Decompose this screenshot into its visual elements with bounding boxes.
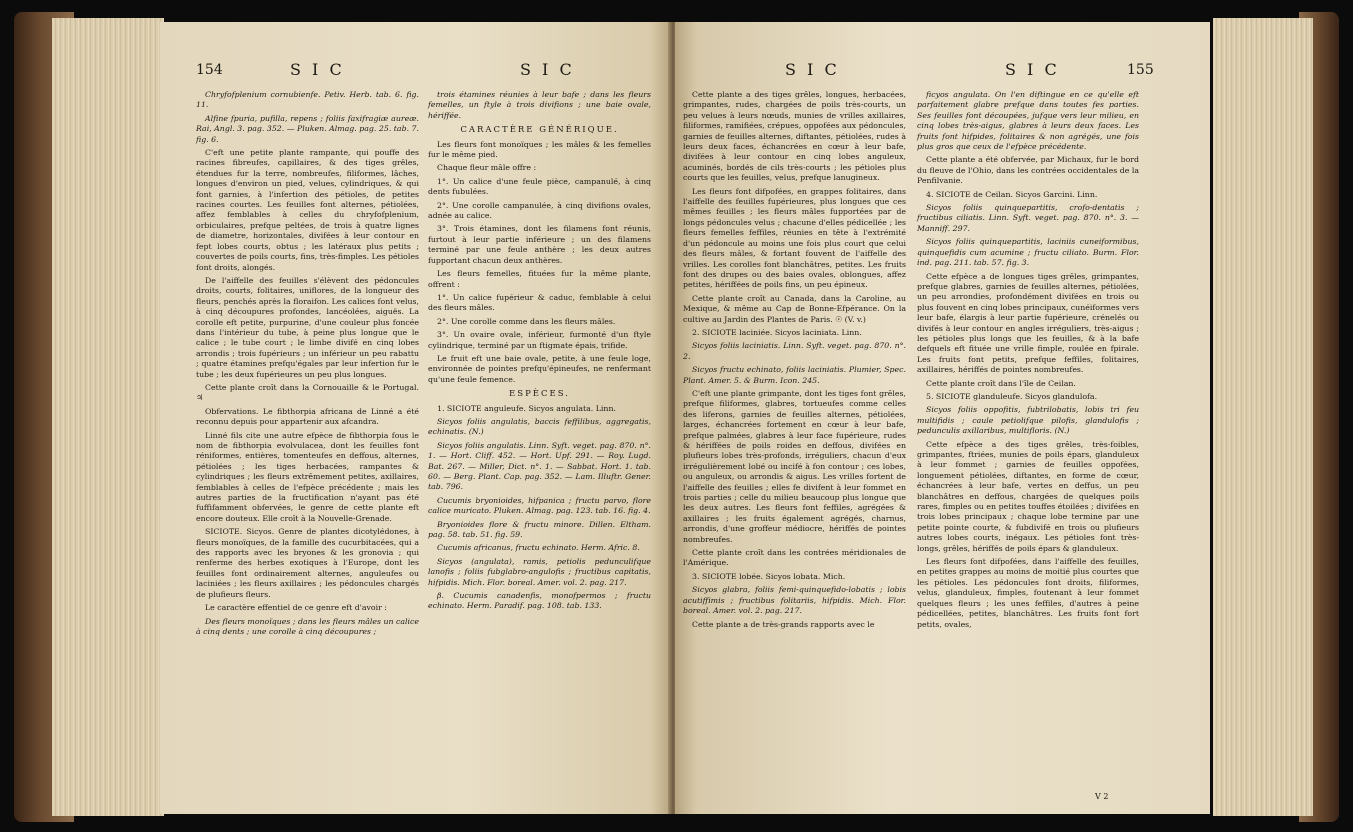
paragraph: Le fruit eft une baie ovale, petite, à une feule loge, environnée de pointes prefqu'épineufes, ne renfermant qu'une feule femence. bbox=[428, 353, 651, 384]
paragraph: 1°. Un calice d'une feule pièce, campanulé, à cinq dents fubulées. bbox=[428, 176, 651, 197]
paragraph: SICIOTE. Sicyos. Genre de plantes dicotylédones, à fleurs monoïques, de la famille des cucurbitacées, qui a des rapports avec les bryones & les gronovia ; qui renferme des herbes exotiques à l'Europe, dont les feuilles font ordinairement alternes, anguleufes ou laciniées ; les fleurs axillaires ; les pédoncules chargés de plufieurs fleurs. bbox=[196, 527, 419, 599]
paragraph: 3°. Trois étamines, dont les filamens font réunis, furtout à leur partie inférieure ; un des filamens terminé par une feule anthère ; les deux autres fupportant chacun deux anthères. bbox=[428, 224, 651, 265]
paragraph: Obfervations. Le fibthorpia africana de Linné a été reconnu depuis pour appartenir aux afcandra. bbox=[196, 406, 419, 427]
paragraph: Linné fils cite une autre efpèce de fibthorpia fous le nom de fibthorpia evolvulacea, dont les feuilles font réniformes, entières, tomenteufes en deffous, alternes, pétiolées ; les tiges herbacées, rampantes & cylindriques ; les fleurs extrêmement petites, axillaires, femblables à celles de l'efpèce précédente ; mais les autres parties de la fructification n'ayant pas été fuffifamment obfervées, le genre de cette plante eft encore douteux. Elle croît à la Nouvelle-Grenade. bbox=[196, 430, 419, 523]
paragraph: Cucumis africanus, fructu echinato. Herm. Afric. 8. bbox=[437, 543, 640, 553]
page-edges-left bbox=[52, 18, 164, 816]
signature-mark: V 2 bbox=[1095, 792, 1109, 801]
paragraph: Cette plante a des tiges grêles, longues, herbacées, grimpantes, rudes, chargées de poils très-courts, un peu velues à leurs nœuds, munies de vrilles axillaires, filiformes, ramifiées, crépues, oppofées aux pédoncules, garnies de feuilles alternes, diftantes, pétiolées, rudes à leurs deux faces, échancrées en cœur à leur bafe, divifées à leur contour en cinq lobes anguleux, acuminés, bordés de cils très-courts ; les pétioles plus courts que les feuilles, velus, prefque lanugineux. bbox=[683, 90, 906, 183]
paragraph: Sicyos foliis angulatis, baccis feffilibus, aggregatis, echinatis. (N.) bbox=[428, 416, 651, 437]
paragraph: Les fleurs femelles, fituées fur la même plante, offrent : bbox=[428, 269, 651, 289]
paragraph: Sicyos foliis laciniatis. Linn. Syft. veget. pag. 870. n°. 2. bbox=[683, 341, 906, 361]
text-column bbox=[196, 90, 419, 640]
paragraph: Des fleurs monoïques ; dans les fleurs mâles un calice à cinq dents ; une corolle à cinq découpures ; bbox=[196, 616, 419, 636]
page-number: 155 bbox=[1127, 62, 1154, 78]
page-number: 154 bbox=[196, 62, 223, 78]
paragraph: Cette plante a été obfervée, par Michaux, fur le bord du fleuve de l'Ohio, dans les contrées occidentales de la Penfilvanie. bbox=[917, 155, 1139, 186]
paragraph: 3. SICIOTE lobée. Sicyos lobata. Mich. bbox=[692, 571, 846, 581]
paragraph: 4. SICIOTE de Ceilan. Sicyos Garcini. Linn. bbox=[926, 189, 1098, 199]
paragraph: Sicyos fructu echinato, foliis laciniatis. Plumier, Spec. Plant. Amer. 5. & Burm. Icon. 245. bbox=[683, 365, 906, 385]
paragraph: Cucumis bryonioides, hifpanica ; fructu parvo, flore calice muricato. Pluken. Almag. pag. 123. tab. 16. fig. 4. bbox=[428, 495, 651, 516]
right-page bbox=[675, 22, 1210, 814]
page-edges-right bbox=[1213, 18, 1313, 816]
text-column bbox=[683, 90, 906, 633]
paragraph: Bryonioides flore & fructu minore. Dillen. Eltham. pag. 58. tab. 51. fig. 59. bbox=[428, 519, 651, 540]
paragraph: Sicyos foliis quinquepartitis, laciniis cuneiformibus, quinquefidis cum acumine ; fructu ciliato. Burm. Flor. ind. pag. 211. tab. 57. fig. 3. bbox=[917, 237, 1139, 268]
paragraph: Sicyos (angulata), ramis, petiolis pedunculifque lanofis ; foliis fubglabro-angulofis ; fructibus capitatis, hifpidis. Mich. Flor. boreal. Amer. vol. 2. pag. 217. bbox=[428, 556, 651, 587]
paragraph: Les fleurs font difpofées, en grappes folitaires, dans l'aiffelle des feuilles fupérieures, plus longues que ces mêmes feuilles ; les fleurs mâles fupportées par de longs pédoncules velus ; chacune d'elles pédicellée ; les fleurs femelles feffiles, réunies en tête à l'extrémité d'un pédoncule au moins une fois plus court que celui des fleurs mâles, & fortant fouvent de l'aiffelle des vrilles. Les corolles font blanchâtres, petites. Les fruits font des drupes ou des baies ovales, oblongues, affez petites, hériffées de poils fins, un peu épineux. bbox=[683, 186, 906, 290]
paragraph: 2°. Une corolle comme dans les fleurs mâles. bbox=[437, 316, 616, 326]
paragraph: Cette plante croît dans l'île de Ceilan. bbox=[926, 378, 1076, 388]
paragraph: Sicyos foliis angulatis. Linn. Syft. veget. pag. 870. n°. 1. — Hort. Cliff. 452. — Hort. Upf. 291. — Roy. Lugd. Bat. 267. — Miller, Dict. n°. 1. — Sabbat. Hort. 1. tab. 60. — Berg. Plant. Cap. pag. 352. — Lam. Illuftr. Gener. tab. 796. bbox=[428, 440, 651, 492]
paragraph: De l'aiffelle des feuilles s'élèvent des pédoncules droits, courts, folitaires, uniflores, de la longueur des fleurs, penchés après la floraifon. Les calices font velus, à cinq découpures profondes, lancéolées, aiguës. La corolle eft petite, purpurine, d'une couleur plus foncée dans l'intérieur du tube, à peine plus longue que le calice ; le tube court ; le limbe divifé en cinq lobes arrondis ; trois fupérieurs ; un inférieur un peu rabattu ; quatre étamines prefqu'égales par leur infertion fur le tube ; les deux fupérieures un peu plus longues. bbox=[196, 275, 419, 379]
paragraph: Cette efpèce a des tiges grêles, très-foibles, grimpantes, ftriées, munies de poils épars, glanduleux à leur fommet ; garnies de feuilles oppofées, longuement pétiolées, diftantes, en forme de cœur, échancrées à leur bafe, vertes en deffus, un peu blanchâtres en deffous, chargées de quelques poils rares, fimples ou en petites touffes étoilées ; divifées en trois lobes principaux ; chaque lobe termine par une petite pointe courte, & fubdivifé en trois ou plufieurs autres lobes courts, inégaux. Les pétioles font très-longs, grêles, hériffés de poils épars & glanduleux. bbox=[917, 439, 1139, 553]
left-page bbox=[160, 22, 671, 814]
paragraph: 2. SICIOTE laciniée. Sicyos laciniata. Linn. bbox=[692, 327, 862, 337]
paragraph: Chaque fleur mâle offre : bbox=[437, 163, 537, 173]
paragraph: Cette plante croît dans la Cornouaille & le Portugal. ♃ bbox=[196, 382, 419, 403]
paragraph: 1. SICIOTE anguleufe. Sicyos angulata. Linn. bbox=[437, 403, 616, 413]
paragraph: Cette plante a de très-grands rapports avec le bbox=[692, 619, 875, 629]
running-head: S I C bbox=[290, 60, 345, 79]
running-head: S I C bbox=[520, 60, 575, 79]
paragraph: Les fleurs font monoïques ; les mâles & les femelles fur le même pied. bbox=[428, 139, 651, 160]
paragraph: β. Cucumis canadenfis, monofpermos ; fructu echinato. Herm. Paradif. pag. 108. tab. 133. bbox=[428, 591, 651, 611]
paragraph: 5. SICIOTE glanduleufe. Sicyos glandulofa. bbox=[926, 391, 1098, 401]
paragraph: Sicyos foliis oppofitis, fubtrilobatis, lobis tri feu multifidis ; caule petiolifque pilofis, glandulofis ; pedunculis axillaribus, multifloris. (N.) bbox=[917, 405, 1139, 436]
running-head: S I C bbox=[1005, 60, 1060, 79]
paragraph: C'eft une petite plante rampante, qui pouffe des racines fibreufes, capillaires, & des tiges grêles, étendues fur la terre, nombreufes, filiformes, lâches, longues d'environ un pied, velues, cylindriques, & qui font garnies, à l'infertion des pétioles, de petites racines courtes. Les feuilles font alternes, pétiolées, affez femblables à celles du chryfofplenium, orbiculaires, prefque peltées, de trois à quatre lignes de diametre, horizontales, divifées à leur contour en fept lobes courts, obtus ; les latéraux plus petits ; couvertes de poils courts, fins, très-fimples. Les pétioles font droits, alongés. bbox=[196, 148, 419, 272]
paragraph: Cette plante croît au Canada, dans la Caroline, au Mexique, & même au Cap de Bonne-Efpérance. On la cultive au Jardin des Plantes de Paris. ☉ (V. v.) bbox=[683, 293, 906, 324]
section-heading: CARACTÈRE GÉNÉRIQUE. bbox=[460, 125, 619, 136]
running-head: S I C bbox=[785, 60, 840, 79]
text-column bbox=[917, 90, 1139, 633]
text-column bbox=[428, 90, 651, 615]
section-heading: ESPÈCES. bbox=[509, 389, 570, 400]
paragraph: 1°. Un calice fupérieur & caduc, femblable à celui des fleurs mâles. bbox=[428, 292, 651, 313]
paragraph: Alfine fpuria, pufilla, repens ; foliis faxifragiæ aureæ. Rai, Angl. 3. pag. 352. — Pluken. Almag. pag. 25. tab. 7. fig. 6. bbox=[196, 113, 419, 144]
paragraph: Cette plante croît dans les contrées méridionales de l'Amérique. bbox=[683, 548, 906, 568]
paragraph: Les fleurs font difpofées, dans l'aiffelle des feuilles, en petites grappes au moins de moitié plus courtes que les pétioles. Les pédoncules font droits, filiformes, velus, glanduleux, fimples, foutenant à leur fommet quelques fleurs ; les unes feffiles, d'autres à peine pédicellées, petites, blanchâtres. Les fruits font fort petits, ovales, bbox=[917, 557, 1139, 629]
paragraph: Cette efpèce a de longues tiges grêles, grimpantes, prefque glabres, garnies de feuilles alternes, pétiolées, un peu arrondies, profondément divifées en trois ou plus fouvent en cinq lobes principaux, cunéiformes vers leur bafe, élargis à leur partie fupérieure, crénelés ou divifés à leur contour en angles irréguliers, très-aigus ; les pétioles plus longs que les feuilles, & à la bafe defquels eft fituée une vrille fimple, roulée en fpirale. Les fruits font petits, prefque feffiles, folitaires, axillaires, hériffés de pointes nombreufes. bbox=[917, 271, 1139, 375]
paragraph: trois étamines réunies à leur bafe ; dans les fleurs femelles, un ftyle à trois divifions ; une baie ovale, hériffée. bbox=[428, 90, 651, 120]
paragraph: Sicyos glabra, foliis femi-quinquefido-lobatis ; lobis acutiffimis ; fructibus folitariis, hifpidis. Mich. Flor. boreal. Amer. vol. 2. pag. 217. bbox=[683, 585, 906, 616]
paragraph: 3°. Un ovaire ovale, inférieur, furmonté d'un ftyle cylindrique, terminé par un ftigmate épais, trifide. bbox=[428, 330, 651, 350]
paragraph: ficyos angulata. On l'en diftingue en ce qu'elle eft parfaitement glabre prefque dans toutes fes parties. Ses feuilles font découpées, jufque vers leur milieu, en cinq lobes très-aigus, glabres à leurs deux faces. Les fruits font hifpides, folitaires & non agrégés, une fois plus gros que ceux de l'efpèce précédente. bbox=[917, 90, 1139, 152]
paragraph: Le caractère effentiel de ce genre eft d'avoir : bbox=[205, 603, 387, 613]
paragraph: 2°. Une corolle campanulée, à cinq divifions ovales, adnée au calice. bbox=[428, 200, 651, 221]
paragraph: Chryfofplenium cornubienfe. Petiv. Herb. tab. 6. fig. 11. bbox=[196, 90, 419, 110]
paragraph: C'eft une plante grimpante, dont les tiges font grêles, prefque filiformes, glabres, tortueufes comme celles des liferons, garnies de feuilles alternes, pétiolées, larges, échancrées fortement en cœur à leur bafe, prefque palmées, glabres à leur face fupérieure, rudes & hériffées de poils roides en deffous, divifées en plufieurs lobes très-profonds, irréguliers, chacun d'eux irrégulièrement lobé ou incifé à fon contour ; ces lobes, ou anguleux, ou arrondis & aigus. Les vrilles fortent de l'aiffelle des feuilles ; elles fe divifent à leur fommet en trois parties ; celle du milieu beaucoup plus longue que les deux autres. Les fleurs font feffiles, agrégées & axillaires ; les fruits également agrégés, charnus, arrondis, d'une groffeur médiocre, hériffés de pointes nombreufes. bbox=[683, 388, 906, 544]
paragraph: Sicyos foliis quinquepartitis, crofo-dentatis ; fructibus ciliatis. Linn. Syft. veget. pag. 870. n°. 3. — Manniff. 297. bbox=[917, 203, 1139, 233]
